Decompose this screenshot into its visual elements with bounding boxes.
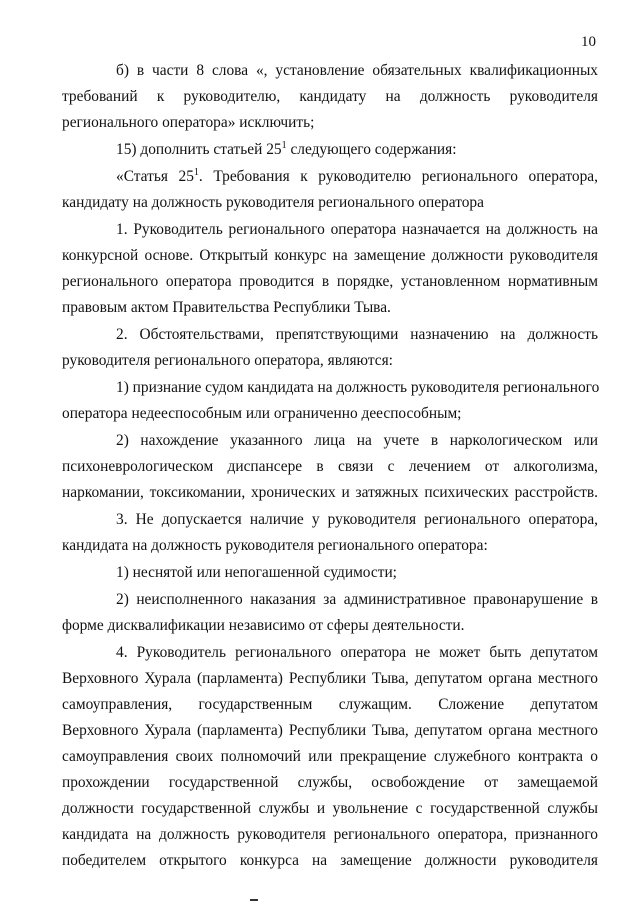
text-line: психоневрологическом диспансере в связи с лечением от алкоголизма, [62, 458, 598, 475]
document-body [62, 58, 598, 874]
text-line: форме дисквалификации независимо от сферы деятельности. [62, 617, 465, 634]
scan-mark [250, 899, 258, 901]
text-line: 1) неснятой или непогашенной судимости; [116, 564, 397, 581]
page-number: 10 [581, 34, 596, 50]
text-line: руководителя регионального оператора, являются: [62, 352, 393, 369]
text-line: 4. Руководитель регионального оператора не может быть депутатом [116, 644, 598, 661]
text-line: Верховного Хурала (парламента) Республики Тыва, депутатом органа местного [62, 722, 598, 739]
text-line: регионального оператора» исключить; [62, 114, 315, 131]
superscript: 1 [193, 166, 199, 178]
text-fragment: следующего содержания: [286, 141, 457, 158]
text-fragment: . Требования к руководителю регионального оператора, [198, 168, 598, 185]
text-line: б) в части 8 слова «, установление обязательных квалификационных [116, 62, 598, 79]
text-fragment: 15) дополнить статьей 25 [116, 141, 282, 158]
text-line: 2. Обстоятельствами, препятствующими назначению на должность [116, 326, 598, 343]
text-line: наркомании, токсикомании, хронических и затяжных психических расстройств. [62, 484, 598, 501]
text-line: требований к руководителю, кандидату на должность руководителя [62, 88, 598, 105]
text-line: 2) нахождение указанного лица на учете в наркологическом или [116, 432, 598, 449]
text-line: оператора недееспособным или ограниченно дееспособным; [62, 405, 462, 422]
text-line [62, 164, 598, 190]
text-line: 1) признание судом кандидата на должность руководителя регионального [116, 379, 600, 396]
text-line: кандидата на должность руководителя регионального оператора, признанного [62, 826, 598, 843]
text-line [62, 137, 598, 163]
text-line: прохождении государственной службы, освобождение от замещаемой [62, 774, 598, 791]
text-line: Верховного Хурала (парламента) Республики Тыва, депутатом органа местного [62, 670, 598, 687]
text-line: самоуправления своих полномочий или прекращение служебного контракта о [62, 748, 598, 765]
text-line: 3. Не допускается наличие у руководителя регионального оператора, [116, 511, 598, 528]
text-line: победителем открытого конкурса на замещение должности руководителя [62, 852, 598, 869]
text-line: 2) неисполненного наказания за административное правонарушение в [116, 591, 598, 608]
text-line: 1. Руководитель регионального оператора назначается на должность на [116, 221, 598, 238]
text-line: регионального оператора проводится в порядке, установленном нормативным [62, 273, 598, 290]
superscript: 1 [281, 139, 287, 151]
text-line: кандидата на должность руководителя регионального оператора: [62, 537, 488, 554]
text-line: кандидату на должность руководителя регионального оператора [62, 194, 484, 211]
text-line: правовым актом Правительства Республики Тыва. [62, 299, 391, 316]
text-fragment: «Статья 25 [116, 168, 194, 185]
text-line: должности государственной службы и увольнение с государственной службы [62, 800, 598, 817]
text-line: конкурсной основе. Открытый конкурс на замещение должности руководителя [62, 247, 598, 264]
text-line: самоуправления, государственным служащим. Сложение депутатом [62, 696, 598, 713]
